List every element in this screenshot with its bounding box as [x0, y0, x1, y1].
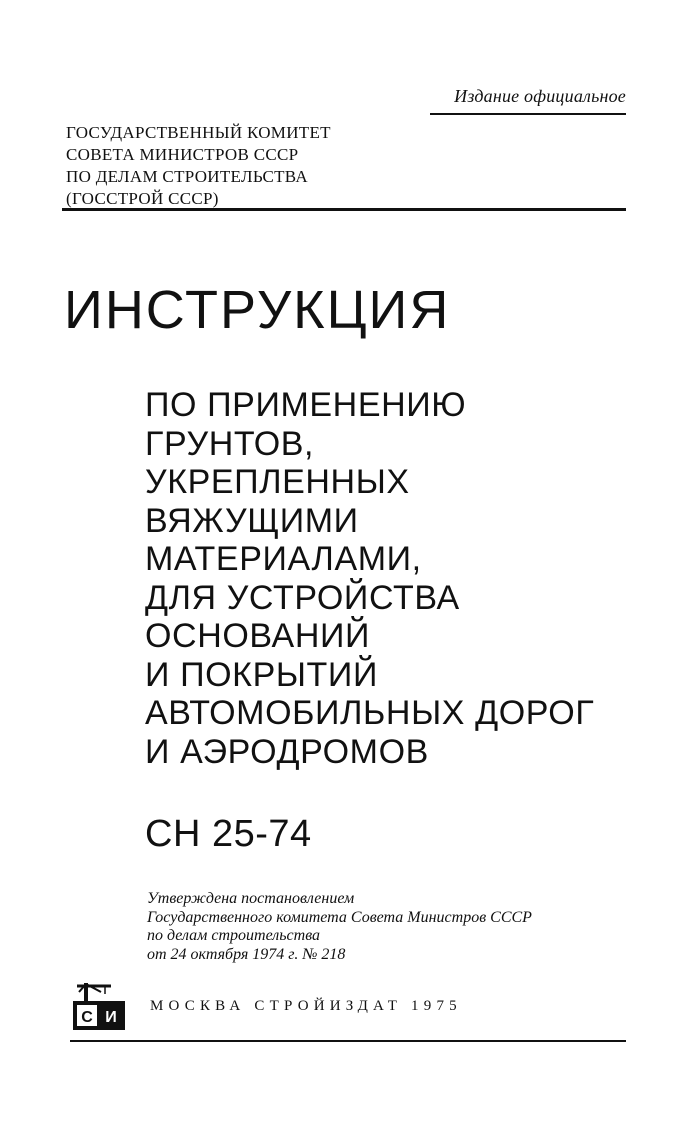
document-code: СН 25-74: [145, 813, 312, 855]
approval-line: Утверждена постановлением: [147, 890, 355, 907]
organization-line: СОВЕТА МИНИСТРОВ СССР: [66, 145, 299, 164]
approval-line: по делам строительства: [147, 927, 321, 944]
header-divider: [62, 208, 626, 211]
title-line: ПО ПРИМЕНЕНИЮ: [145, 386, 467, 424]
title-line: ДЛЯ УСТРОЙСТВА: [145, 578, 460, 617]
approval-line: от 24 октября 1974 г. № 218: [147, 945, 346, 963]
title-line: ОСНОВАНИЙ: [145, 617, 371, 655]
footer-divider: [70, 1040, 626, 1042]
svg-text:С: С: [81, 1009, 93, 1026]
document-title: [145, 386, 594, 771]
approval-line: Государственного комитета Совета Министров СССР: [147, 908, 532, 926]
title-line: МАТЕРИАЛАМИ,: [145, 540, 422, 578]
svg-text:И: И: [105, 1009, 117, 1026]
publisher-line: МОСКВА СТРОЙИЗДАТ 1975: [150, 998, 462, 1014]
approval-block: [147, 890, 532, 964]
title-line: ГРУНТОВ,: [145, 424, 315, 463]
edition-label: Издание официальное: [454, 86, 626, 106]
organization-block: [66, 122, 331, 210]
stroyizdat-logo-icon: [71, 980, 129, 1032]
document-type-heading: ИНСТРУКЦИЯ: [64, 280, 451, 340]
title-line: И АЭРОДРОМОВ: [145, 732, 429, 771]
organization-line: (ГОССТРОЙ СССР): [66, 189, 219, 208]
organization-line: ГОСУДАРСТВЕННЫЙ КОМИТЕТ: [66, 123, 331, 142]
title-line: ВЯЖУЩИМИ: [145, 501, 359, 540]
title-line: И ПОКРЫТИЙ: [145, 655, 378, 694]
organization-line: ПО ДЕЛАМ СТРОИТЕЛЬСТВА: [66, 167, 308, 186]
edition-underline: [430, 113, 626, 115]
title-line: АВТОМОБИЛЬНЫХ ДОРОГ: [145, 694, 595, 732]
title-line: УКРЕПЛЕННЫХ: [145, 463, 410, 501]
